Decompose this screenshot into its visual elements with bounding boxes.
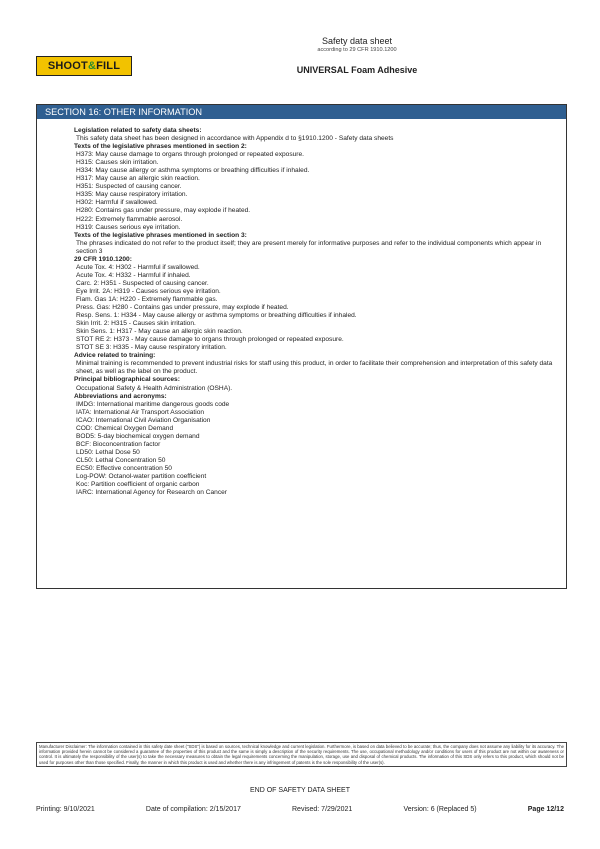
- printing-date: Printing: 9/10/2021: [36, 806, 95, 813]
- text-line: The phrases indicated do not refer to the product itself; they are present merely for informative purposes and refer to the individual components which appear in section 3: [76, 239, 542, 255]
- text-line: LD50: Lethal Dose 50: [76, 448, 140, 456]
- subsection-heading: Abbreviations and acronyms:: [74, 392, 167, 400]
- section-content: [74, 127, 558, 497]
- text-line: Minimal training is recommended to prevent industrial risks for staff using this product, in order to facilitate their comprehension and interpretation of this safety data sheet, as well as the label on the product.: [76, 360, 553, 376]
- compilation-date: Date of compilation: 2/15/2017: [145, 806, 241, 813]
- subsection-heading: Texts of the legislative phrases mentioned in section 3:: [74, 231, 247, 239]
- logo-ampersand: &: [87, 60, 97, 72]
- text-line: H351: Suspected of causing cancer.: [76, 183, 182, 191]
- page-number: Page 12/12: [527, 806, 564, 813]
- text-line: H280: Contains gas under pressure, may explode if heated.: [76, 207, 251, 215]
- text-line: STOT RE 2: H373 - May cause damage to organs through prolonged or repeated exposure.: [76, 336, 344, 344]
- version-info: Version: 6 (Replaced 5): [403, 806, 477, 813]
- text-line: Carc. 2: H351 - Suspected of causing cancer.: [76, 279, 209, 287]
- text-line: STOT SE 3: H335 - May cause respiratory irritation.: [76, 344, 227, 352]
- text-line: Skin Sens. 1: H317 - May cause an allergic skin reaction.: [76, 328, 243, 336]
- section-16: [36, 104, 567, 589]
- product-name: UNIVERSAL Foam Adhesive: [296, 65, 418, 75]
- subsection-heading: Texts of the legislative phrases mentioned in section 2:: [74, 143, 247, 151]
- text-line: COD: Chemical Oxygen Demand: [76, 424, 174, 432]
- text-line: ICAO: International Civil Aviation Organisation: [76, 416, 211, 424]
- text-line: IATA: International Air Transport Association: [76, 408, 205, 416]
- subsection-heading: Advice related to training:: [74, 352, 156, 360]
- text-line: Acute Tox. 4: H332 - Harmful if inhaled.: [76, 271, 191, 279]
- regulation-reference: according to 29 CFR 1910.1200: [317, 47, 397, 53]
- text-line: BOD5: 5-day biochemical oxygen demand: [76, 432, 200, 440]
- manufacturer-disclaimer: Manufacturer Disclaimer: The information contained in this safety date sheet ("SDS") is based on sources, technical knowledge and current legislation. Furthermore, is based on data believed to be accurate; thus, the company does not assume any liability for its accuracy. The information provided herein cannot be considered a guarantee of the properties of this product and the same is simply a description of the security requirements. The use, occupational methodology and/or conditions for users of this product are not within our awareness or control. It is ultimately the responsibility of the user(s) to take the necessary measures to obtain the legal requirements concerning the manipulation, storage, use and disposal of chemical products. The information of this SDS only refers to this product, which should not be used for purposes other than those specified. Finally, the manner in which this product is used and whether there is any infringement of patents is the sole responsibility of the user(s).: [36, 742, 567, 767]
- subsection-heading: Principal bibliographical sources:: [74, 376, 180, 384]
- text-line: Flam. Gas 1A: H220 - Extremely flammable gas.: [76, 295, 218, 303]
- logo-text-left: SHOOT: [47, 60, 88, 72]
- document-title: Safety data sheet: [321, 36, 393, 46]
- text-line: Occupational Safety & Health Administration (OSHA).: [76, 384, 233, 392]
- text-line: Koc: Partition coefficient of organic carbon: [76, 481, 200, 489]
- text-line: H373: May cause damage to organs through prolonged or repeated exposure.: [76, 151, 304, 159]
- text-line: H315: Causes skin irritation.: [76, 159, 159, 167]
- text-line: CL50: Lethal Concentration 50: [76, 456, 166, 464]
- page-footer: [36, 806, 564, 813]
- subsection-heading: 29 CFR 1910.1200:: [74, 255, 132, 263]
- text-line: Eye Irrit. 2A: H319 - Causes serious eye irritation.: [76, 287, 221, 295]
- text-line: H335: May cause respiratory irritation.: [76, 191, 188, 199]
- shootfill-logo: [36, 56, 132, 76]
- text-line: IMDG: International maritime dangerous goods code: [76, 400, 230, 408]
- end-of-sheet: END OF SAFETY DATA SHEET: [250, 787, 350, 794]
- text-line: H319: Causes serious eye irritation.: [76, 223, 181, 231]
- text-line: Log-POW: Octanol-water partition coefficient: [76, 473, 207, 481]
- text-line: H317: May cause an allergic skin reaction.: [76, 175, 200, 183]
- revised-date: Revised: 7/29/2021: [292, 806, 353, 813]
- text-line: Resp. Sens. 1: H334 - May cause allergy or asthma symptoms or breathing difficulties if inhaled.: [76, 312, 357, 320]
- text-line: H334: May cause allergy or asthma symptoms or breathing difficulties if inhaled.: [76, 167, 310, 175]
- text-line: H302: Harmful if swallowed.: [76, 199, 158, 207]
- text-line: This safety data sheet has been designed in accordance with Appendix d to §1910.1200 - Safety data sheets: [76, 135, 394, 143]
- text-line: IARC: International Agency for Research on Cancer: [76, 489, 228, 497]
- subsection-heading: Legislation related to safety data sheets:: [74, 127, 202, 134]
- text-line: BCF: Bioconcentration factor: [76, 440, 161, 448]
- text-line: Acute Tox. 4: H302 - Harmful if swallowed.: [76, 263, 200, 271]
- text-line: Press. Gas: H280 - Contains gas under pressure, may explode if heated.: [76, 304, 289, 312]
- logo-text-right: FILL: [96, 60, 121, 72]
- text-line: H222: Extremely flammable aerosol.: [76, 215, 183, 223]
- text-line: Skin Irrit. 2: H315 - Causes skin irritation.: [76, 320, 196, 328]
- section-heading: SECTION 16: OTHER INFORMATION: [37, 105, 566, 119]
- text-line: EC50: Effective concentration 50: [76, 464, 172, 472]
